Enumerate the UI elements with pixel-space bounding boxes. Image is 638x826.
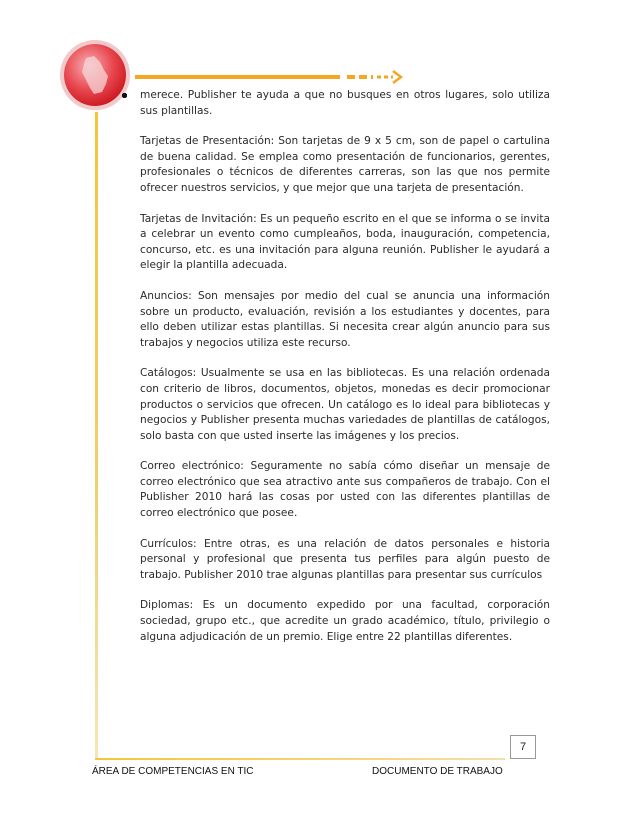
list-item-text: Tarjetas de Presentación: Son tarjetas de 9 x 5 cm, son de papel o cartulina de buena calidad. Se emplea como presentación de funcionarios, gerentes, profesionales o técnicos de diferentes carreras, son las que nos permite ofrecer nuestros servicios, y que mejor que una tarjeta de presentación. — [140, 135, 550, 194]
list-item-text: Diplomas: Es un documento expedido por una facultad, corporación sociedad, grupo etc., que acredite un grado académico, título, privilegio o alguna adjudicación de un premio. Elige entre 22 plantillas diferentes. — [140, 599, 550, 643]
list-item-text: Correo electrónico: Seguramente no sabía cómo diseñar un mensaje de correo electrónico que sea atractivo ante sus compañeros de trabajo. Con el Publisher 2010 hará las cosas por usted con las diferentes plantillas de correo electrónico que posee. — [140, 460, 550, 520]
list-item — [118, 598, 550, 645]
footer-area-label: ÁREA DE COMPETENCIAS EN TIC — [92, 766, 254, 777]
list-item — [118, 134, 550, 196]
list-item — [118, 366, 550, 444]
header-arrow-icon — [135, 70, 405, 84]
list-item-text: Catálogos: Usualmente se usa en las bibliotecas. Es una relación ordenada con criterio de libros, documentos, objetos, monedas es decir promocionar productos o servicios que ofrecen. Un catálogo es lo ideal para bibliotecas y negocios y Publisher presenta muchas variedades de plantillas de catálogos, solo basta con que usted inserte las imágenes y los precios. — [140, 367, 550, 442]
list-item-text: Anuncios: Son mensajes por medio del cual se anuncia una información sobre un producto, evaluación, revisión a los estudiantes y docentes, para ello deben utilizar estas plantillas. Si necesita crear algún anuncio para sus trabajos y negocios utiliza este recurso. — [140, 289, 550, 349]
list-item — [118, 212, 550, 274]
page-number: 7 — [510, 735, 536, 759]
peru-map-logo — [64, 44, 126, 106]
list-item — [118, 289, 550, 351]
list-item — [118, 459, 550, 521]
footer-document-label: DOCUMENTO DE TRABAJO — [372, 766, 503, 777]
left-decorative-rail — [95, 112, 98, 758]
peru-map-icon — [64, 44, 126, 106]
document-body — [118, 88, 550, 645]
list-item-text: Tarjetas de Invitación: Es un pequeño escrito en el que se informa o se invita a celebrar un evento como cumpleaños, boda, inauguración, competencia, concurso, etc. es una invitación para alguna reunión. Publisher le ayudará a elegir la plantilla adecuada. — [140, 212, 550, 272]
bottom-decorative-rail — [95, 758, 505, 760]
list-item — [118, 537, 550, 584]
list-item-text: Currículos: Entre otras, es una relación de datos personales e historia personal y profesional que presenta tus perfiles para algún puesto de trabajo. Publisher 2010 trae algunas plantillas para presentar sus currículos — [140, 537, 550, 581]
bullet-icon — [122, 93, 127, 98]
intro-paragraph: merece. Publisher te ayuda a que no busques en otros lugares, solo utiliza sus plantillas. — [140, 89, 550, 117]
